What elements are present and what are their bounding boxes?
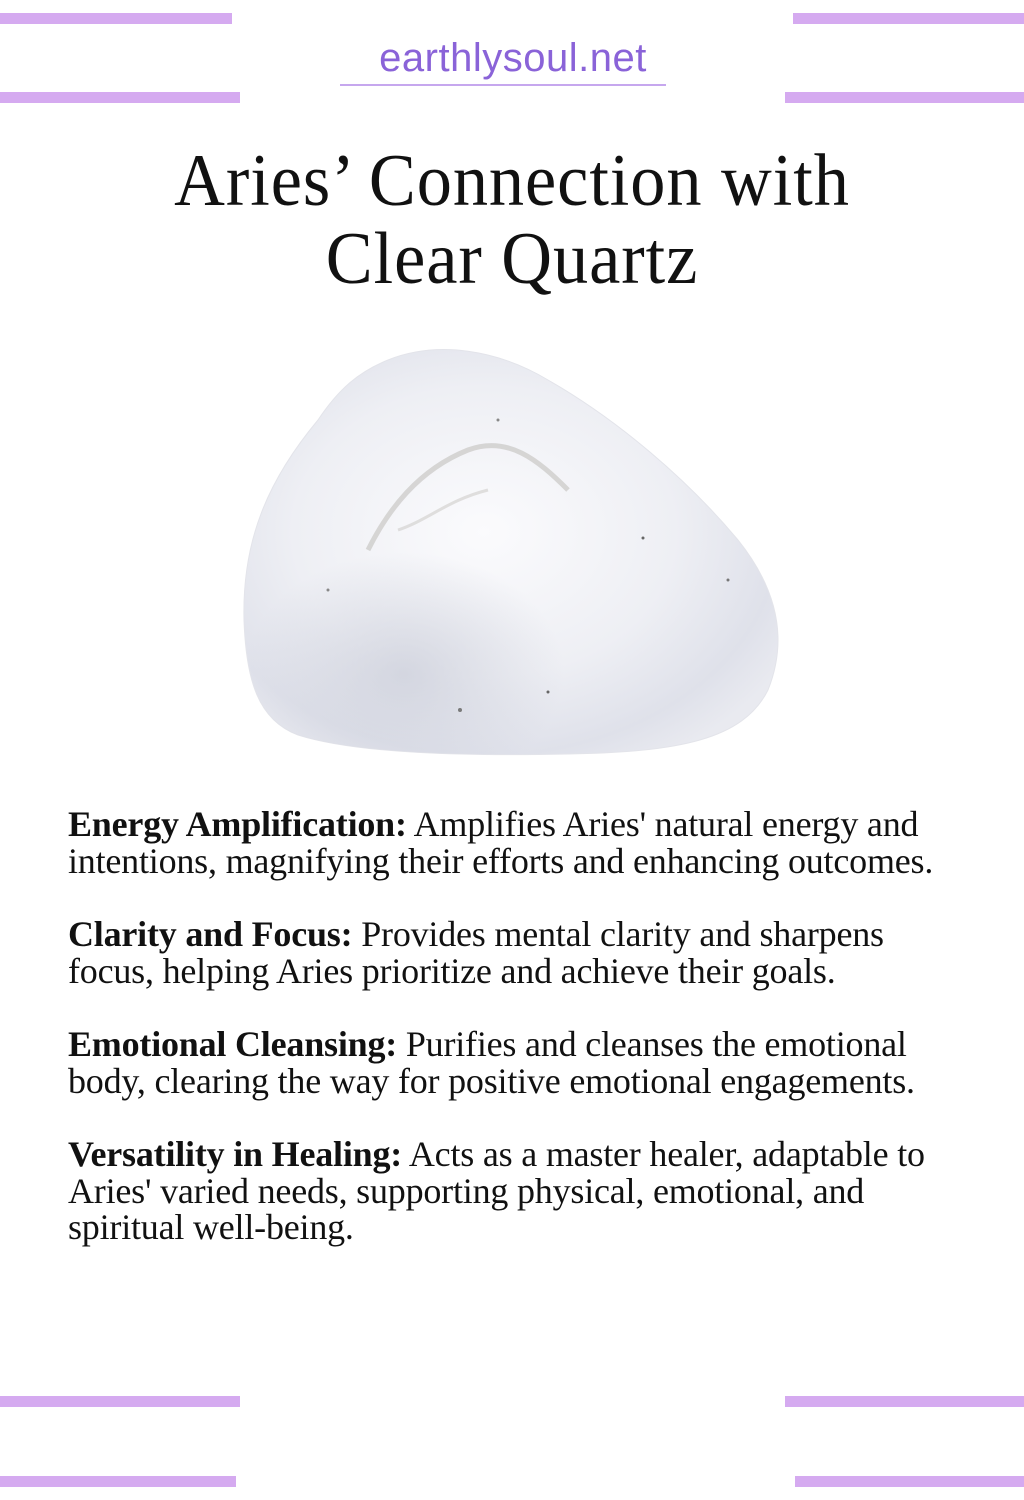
benefit-heading: Emotional Cleansing: xyxy=(68,1024,398,1064)
benefit-body: Amplifies Aries' natural energy and intentions, magnifying their efforts and enhancing outcomes. xyxy=(68,804,934,881)
benefit-heading: Clarity and Focus: xyxy=(68,914,353,954)
benefit-body: Provides mental clarity and sharpens focus, helping Aries prioritize and achieve their goals. xyxy=(68,914,884,991)
top-bar-right-1 xyxy=(793,13,1024,24)
benefit-heading: Energy Amplification: xyxy=(68,804,407,844)
benefit-heading: Versatility in Healing: xyxy=(68,1134,403,1174)
page-title xyxy=(26,142,999,298)
site-logo[interactable] xyxy=(338,36,688,88)
benefit-body: Purifies and cleanses the emotional body, clearing the way for positive emotional engagements. xyxy=(68,1024,915,1101)
benefit-item-energy-amplification xyxy=(68,806,968,879)
benefits-list xyxy=(68,806,968,1283)
quartz-stone-icon xyxy=(238,340,788,760)
title-line-2: Clear Quartz xyxy=(325,218,699,300)
top-bar-right-2 xyxy=(785,92,1024,103)
bottom-bar-left-1 xyxy=(0,1396,240,1407)
logo-text: earthlysoul.net xyxy=(379,36,647,80)
bottom-bar-left-2 xyxy=(0,1476,236,1487)
logo-underline xyxy=(340,84,666,86)
top-bar-left-2 xyxy=(0,92,240,103)
benefit-item-clarity-focus xyxy=(68,916,968,989)
benefit-item-emotional-cleansing xyxy=(68,1026,968,1099)
clear-quartz-image xyxy=(238,340,788,760)
title-line-1: Aries’ Connection with xyxy=(174,140,850,222)
bottom-bar-right-1 xyxy=(785,1396,1024,1407)
benefit-body: Acts as a master healer, adaptable to Aries' varied needs, supporting physical, emotional, and spiritual well-being. xyxy=(68,1134,925,1247)
top-bar-left-1 xyxy=(0,13,232,24)
bottom-bar-right-2 xyxy=(795,1476,1024,1487)
benefit-item-versatility-healing xyxy=(68,1136,968,1246)
